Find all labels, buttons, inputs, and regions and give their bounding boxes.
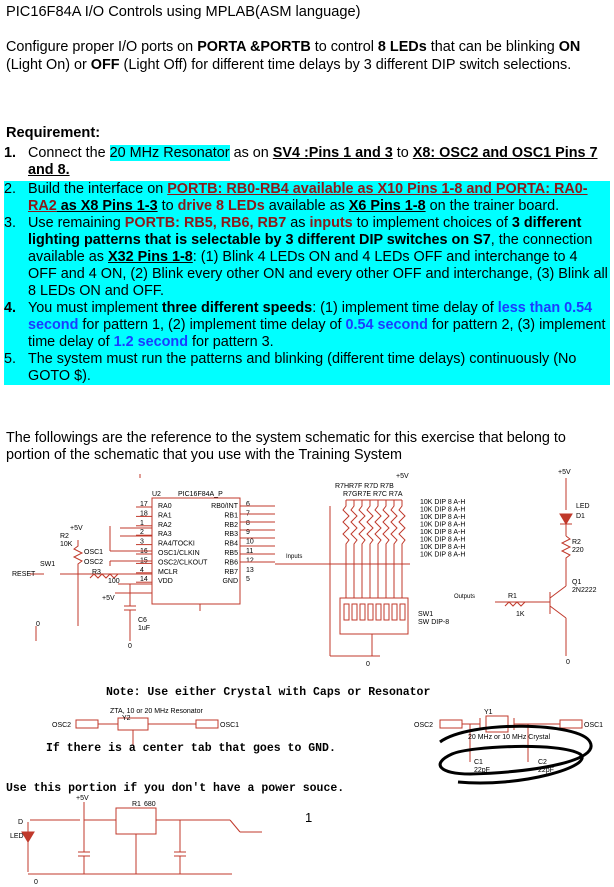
dip-switch-toggle[interactable] (352, 604, 357, 620)
pin-number-right: 8 (246, 519, 250, 527)
pin-number-left: 14 (140, 576, 148, 584)
req-number: 2. (4, 181, 17, 197)
req-delay-3: 1.2 second (113, 334, 188, 350)
vcc-label: +5V (396, 473, 409, 480)
req-text: on the trainer board. (425, 198, 560, 214)
c6-label: C6 (138, 617, 147, 624)
r1-value: 1K (516, 611, 525, 618)
vcc-label: +5V (76, 795, 89, 802)
pin-number-right: 12 (246, 557, 254, 565)
dip-switch-toggle[interactable] (344, 604, 349, 620)
crystal-osc1: OSC1 (584, 722, 604, 729)
resnet-bottom-label: R7GR7E R7C R7A (343, 491, 403, 498)
pin-number-right: 7 (246, 510, 250, 518)
pullup-resistor (391, 500, 397, 598)
chip-label: PIC16F84A_P (178, 491, 223, 498)
pin-label-right: RB0/INT (211, 503, 238, 510)
r2b-label: R2 (572, 539, 581, 546)
pullup-resistor (343, 500, 349, 598)
requirement-list (4, 145, 610, 385)
req-text: for pattern 3. (187, 334, 274, 350)
dip-resistor-row: 10K DIP 8 A-H (420, 529, 466, 536)
pin-number-right: 5 (246, 576, 250, 584)
y2-label: Y2 (122, 715, 131, 722)
pin-number-left: 4 (140, 566, 144, 574)
pin-label-left: RA2 (158, 521, 172, 529)
req-drive: drive 8 LEDs (177, 198, 265, 214)
req-delay-2: 0.54 second (345, 317, 428, 333)
intro-paragraph (6, 38, 604, 74)
req-text: available as (264, 198, 349, 214)
page-number: 1 (305, 810, 313, 825)
intro-text: that can be blinking (426, 39, 559, 55)
intro-text: to control (310, 39, 378, 55)
pullup-resistor (399, 500, 405, 598)
pullup-resistor (375, 500, 381, 598)
req-text: to (392, 145, 413, 161)
pullup-resistor (383, 500, 389, 598)
c6-value: 1uF (138, 625, 151, 632)
pin-number-left: 18 (140, 510, 148, 518)
dip-resistor-row: 10K DIP 8 A-H (420, 514, 466, 521)
power-note: Use this portion if you don't have a power souce. (6, 782, 345, 795)
dip-switch-toggle[interactable] (400, 604, 405, 620)
pin-number-right: 6 (246, 501, 250, 508)
req-number: 4. (4, 300, 17, 316)
pin-label-right: GND (222, 578, 238, 586)
req-text: Connect the (28, 145, 110, 161)
req-text: as on (229, 145, 273, 161)
dip-resistor-row: 10K DIP 8 A-H (420, 499, 466, 506)
req-x8: as X8 Pins 1-3 (56, 198, 158, 214)
req-text: as (286, 215, 310, 231)
dip-switch-toggle[interactable] (384, 604, 389, 620)
pin-number-left: 15 (140, 557, 148, 565)
dip-switch-toggle[interactable] (368, 604, 373, 620)
intro-leds: 8 LEDs (377, 39, 427, 55)
center-tab-note: If there is a center tab that goes to GND. (46, 742, 336, 755)
main-schematic (0, 466, 614, 688)
pin-number-left: 17 (140, 501, 148, 508)
pin-label-left: MCLR (158, 568, 178, 576)
req-text: You must implement (28, 300, 162, 316)
intro-text: (Light On) or (6, 57, 91, 73)
req-text: for pattern 2, (3) implement time delay of (28, 317, 606, 350)
pin-label-right: RB2 (224, 521, 238, 529)
pin-number-right: 11 (246, 548, 254, 555)
pin-label-right: RB6 (224, 559, 238, 567)
power-schematic (0, 792, 614, 887)
crystal-osc2: OSC2 (414, 722, 434, 729)
c1-value: 22pF (474, 767, 490, 774)
pullup-resistor (359, 500, 365, 598)
req-highlight: 20 MHz Resonator (109, 145, 230, 161)
pin-number-left: 16 (140, 548, 148, 555)
pullup-resistor (367, 500, 373, 598)
dip-resistor-row: 10K DIP 8 A-H (420, 521, 466, 529)
sw1-label: SW1 (40, 561, 56, 568)
req-text: to (157, 198, 178, 214)
u2-label: U2 (152, 491, 161, 498)
pin-label-right: RB7 (224, 568, 238, 576)
req-text: for pattern 1, (2) implement time delay of (78, 317, 346, 333)
r2b-value: 220 (572, 547, 584, 554)
pin-label-right: RB4 (224, 540, 238, 548)
pin-label-left: RA1 (158, 512, 172, 520)
ground-label: 0 (34, 879, 38, 886)
sw1b-label: SW1 (418, 611, 434, 618)
req-x32: X32 Pins 1-8 (108, 249, 193, 265)
intro-text: Configure proper I/O ports on (6, 39, 198, 55)
req-text: , the connection available as (28, 232, 593, 265)
req-text: : (1) Blink 4 LEDs ON and 4 LEDs OFF and interchange to 4 OFF and 4 ON, (2) Blink every other ON and every other OFF and interchange, (3) Blink all 8 LEDs ON and OFF. (28, 249, 608, 299)
d1-label: D1 (576, 513, 585, 520)
req-text: The system must run the patterns and blinking (different time delays) continuously (No GOTO $). (28, 351, 577, 384)
dip-resistor-row: 10K DIP 8 A-H (420, 536, 466, 544)
req-x6: X6 Pins 1-8 (348, 198, 426, 214)
pin-label-left: RA4/TOCKI (158, 540, 195, 548)
req-number: 5. (4, 351, 17, 367)
ground-label: 0 (566, 659, 570, 666)
req-inputs: inputs (309, 215, 353, 231)
y1-label: Y1 (484, 709, 493, 716)
requirement-5 (4, 351, 610, 385)
r2-value: 10K (60, 541, 73, 548)
dip-switch-toggle[interactable] (392, 604, 397, 620)
req-text: Use remaining (28, 215, 125, 231)
req-portb: PORTB: RB5, RB6, RB7 (124, 215, 287, 231)
dip-resistor-row: 10K DIP 8 A-H (420, 544, 466, 551)
dip-resistor-row: 10K DIP 8 A-H (420, 506, 466, 514)
swdip-label: SW DIP-8 (418, 619, 450, 626)
pin-number-left: 2 (140, 529, 144, 537)
ground-label: 0 (128, 643, 132, 650)
intro-ports: PORTA &PORTB (197, 39, 311, 55)
requirement-2 (4, 181, 610, 215)
resonator-label: ZTA, 10 or 20 MHz Resonator (110, 708, 203, 715)
req-speeds: three different speeds (161, 300, 313, 316)
q1-label: Q1 (572, 579, 582, 586)
pin-number-right: 13 (246, 566, 254, 574)
pin-number-right: 10 (246, 538, 254, 546)
dip-switch-toggle[interactable] (360, 604, 365, 620)
pin-label-left: VDD (158, 578, 173, 586)
pin-number-left: 3 (140, 538, 144, 546)
req-text: Build the interface on (28, 181, 168, 197)
r1-value: 680 (144, 801, 156, 808)
resnet-top-label: R7HR7F R7D R7B (335, 483, 394, 490)
resonator-osc1: OSC1 (220, 722, 240, 729)
reference-paragraph: The followings are the reference to the system schematic for this exercise that belong to portion of the schematic that you use with the Training System (6, 430, 566, 463)
d-label: D (18, 819, 24, 826)
vcc-label: +5V (70, 525, 83, 532)
req-text: : (1) implement time delay of (312, 300, 498, 316)
req-patterns: 3 different lighting patterns that is selectable by 3 different DIP switches on S7 (28, 215, 582, 248)
pin-number-right: 9 (246, 529, 250, 537)
r3-label: R3 (92, 569, 101, 576)
q1-value: 2N2222 (572, 587, 597, 594)
pin-number-left: 1 (140, 519, 144, 527)
requirement-3 (4, 215, 610, 300)
pin-label-left: OSC2/CLKOUT (158, 559, 208, 567)
requirement-heading: Requirement: (6, 125, 101, 141)
requirement-4 (4, 300, 610, 351)
osc2-label: OSC2 (84, 559, 104, 566)
intro-on: ON (558, 39, 581, 55)
c2-value: 22pF (538, 767, 554, 774)
vcc-label: +5V (558, 469, 571, 476)
req-portb: PORTB: RB0-RB4 available as X10 Pins 1-8 and PORTA: RA0-RA2 (28, 181, 588, 214)
r2-label: R2 (60, 533, 69, 540)
pin-label-left: OSC1/CLKIN (158, 550, 200, 557)
c1-label: C1 (474, 759, 483, 766)
req-x8: X8: OSC2 and OSC1 Pins 7 and 8. (28, 145, 598, 178)
osc1-label: OSC1 (84, 549, 104, 556)
req-number: 3. (4, 215, 17, 231)
pin-label-right: RB3 (224, 531, 238, 539)
led-label: LED (576, 503, 590, 510)
req-text: to implement choices of (352, 215, 512, 231)
pin-label-right: RB1 (224, 512, 238, 520)
dip-switch-toggle[interactable] (376, 604, 381, 620)
pin-label-left: RA0 (158, 503, 172, 510)
pin-label-left: RA3 (158, 531, 172, 539)
inputs-label: Inputs (286, 554, 303, 560)
intro-off: OFF (90, 57, 120, 73)
dip-resistor-row: 10K DIP 8 A-H (420, 551, 466, 559)
c2-label: C2 (538, 759, 547, 766)
r1-label: R1 (132, 801, 141, 808)
intro-text: (Light Off) for different time delays by 3 different DIP switch selections. (119, 57, 572, 73)
req-delay-1: less than 0.54 second (28, 300, 593, 333)
pin-label-right: RB5 (224, 550, 238, 557)
ground-label: 0 (36, 621, 40, 628)
led-label: LED (10, 833, 24, 840)
ground-label: 0 (366, 661, 370, 668)
reset-label: RESET (12, 571, 36, 578)
vcc-label: +5V (102, 595, 115, 602)
outputs-label: Outputs (454, 594, 476, 600)
req-sv4: SV4 :Pins 1 and 3 (272, 145, 393, 161)
pullup-resistor (351, 500, 357, 598)
crystal-label: 20 MHz or 10 MHz Crystal (468, 734, 551, 741)
r1-label: R1 (508, 593, 517, 600)
req-number: 1. (4, 145, 17, 161)
page-title: PIC16F84A I/O Controls using MPLAB(ASM language) (6, 4, 361, 20)
crystal-note: Note: Use either Crystal with Caps or Resonator (106, 686, 431, 699)
requirement-1 (4, 145, 610, 179)
r3-value: 100 (108, 578, 120, 585)
resonator-osc2: OSC2 (52, 722, 72, 729)
